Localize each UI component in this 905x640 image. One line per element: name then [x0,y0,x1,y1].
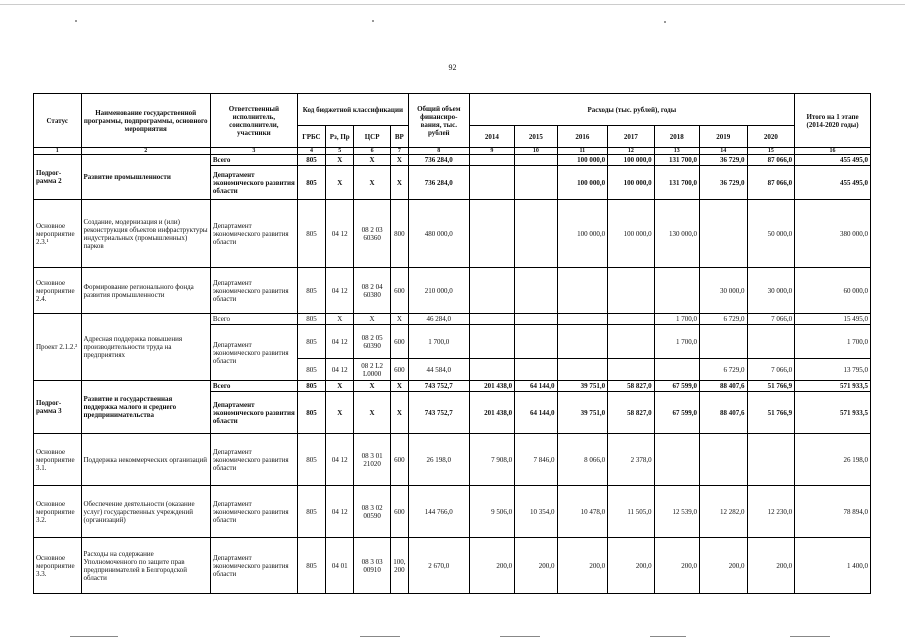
scan-edge-line [360,636,400,637]
stage-total-cell: 1 400,0 [795,538,871,594]
scan-edge-line [790,636,830,637]
responsible-cell: Всего [210,381,297,392]
value-cell [557,325,608,359]
status-cell: Подрог-рамма 2 [34,155,82,200]
value-cell [700,325,748,359]
value-cell: 7 066,0 [747,314,795,325]
stage-total-cell: 78 894,0 [795,486,871,538]
scan-edge-line [500,636,540,637]
value-cell: 64 144,0 [515,381,557,392]
value-cell: 51 766,9 [747,392,795,434]
value-cell: 100 000,0 [557,166,608,200]
rzpr-cell: 04 12 [326,268,354,314]
scan-edge-line [70,636,118,637]
name-cell: Развитие промышленности [81,155,210,200]
grbs-cell: 805 [297,392,325,434]
total-cell: 1 700,0 [408,325,469,359]
total-cell: 736 284,0 [408,166,469,200]
value-cell [515,200,557,268]
column-number: 12 [608,148,654,155]
csr-cell: 08 2 05 60390 [354,325,390,359]
vr-cell: Х [390,155,408,166]
stage-total-cell: 13 795,0 [795,359,871,381]
grbs-cell: 805 [297,155,325,166]
value-cell: 39 751,0 [557,392,608,434]
stage-total-header: Итого на 1 этапе (2014-2020 годы) [795,94,871,148]
value-cell [469,359,514,381]
value-cell: 200,0 [700,538,748,594]
rzpr-cell: 04 12 [326,486,354,538]
responsible-cell: Всего [210,314,297,325]
vr-cell: Х [390,314,408,325]
vr-cell: Х [390,381,408,392]
stage-total-cell: 571 933,5 [795,381,871,392]
value-cell [747,434,795,486]
value-cell: 200,0 [469,538,514,594]
rzpr-cell: 04 12 [326,200,354,268]
column-number: 1 [34,148,82,155]
year-header: 2019 [700,126,748,148]
value-cell: 200,0 [557,538,608,594]
value-cell: 10 478,0 [557,486,608,538]
grbs-cell: 805 [297,314,325,325]
name-header: Наименование государственной программы, подпрограммы, основного мероприятия [81,94,210,148]
csr-cell: Х [354,314,390,325]
column-number: 15 [747,148,795,155]
grbs-cell: 805 [297,166,325,200]
page-number: 92 [448,63,457,72]
grbs-cell: 805 [297,538,325,594]
value-cell [654,359,699,381]
responsible-cell: Департамент экономического развития области [210,200,297,268]
rzpr-cell: 04 12 [326,359,354,381]
table-row [34,200,871,268]
value-cell: 100 000,0 [608,155,654,166]
value-cell: 131 700,0 [654,166,699,200]
csr-cell: 08 3 02 00590 [354,486,390,538]
year-header: 2018 [654,126,699,148]
value-cell: 2 378,0 [608,434,654,486]
column-number: 7 [390,148,408,155]
csr-cell: 08 2 L2 L0000 [354,359,390,381]
column-number: 6 [354,148,390,155]
value-cell: 87 066,0 [747,166,795,200]
value-cell: 9 506,0 [469,486,514,538]
value-cell: 200,0 [747,538,795,594]
value-cell: 7 846,0 [515,434,557,486]
status-cell: Подрог-рамма 3 [34,381,82,434]
rzpr-cell: Х [326,314,354,325]
csr-header: ЦСР [354,126,390,148]
header-row [34,94,871,126]
value-cell [515,155,557,166]
stage-total-cell: 60 000,0 [795,268,871,314]
stage-total-cell: 455 495,0 [795,155,871,166]
csr-cell: 08 2 04 60380 [354,268,390,314]
responsible-cell: Департамент экономического развития области [210,325,297,381]
responsible-cell: Всего [210,155,297,166]
value-cell [515,268,557,314]
value-cell: 100 000,0 [557,155,608,166]
value-cell [515,359,557,381]
column-number: 11 [557,148,608,155]
value-cell: 7 908,0 [469,434,514,486]
rzpr-cell: 04 12 [326,325,354,359]
value-cell [469,268,514,314]
grbs-cell: 805 [297,359,325,381]
expenses-header: Расходы (тыс. рублей), годы [469,94,794,126]
responsible-cell: Департамент экономического развития области [210,166,297,200]
value-cell: 12 539,0 [654,486,699,538]
total-cell: 210 000,0 [408,268,469,314]
value-cell [608,268,654,314]
vr-cell: Х [390,166,408,200]
column-number: 9 [469,148,514,155]
value-cell [469,314,514,325]
stage-total-cell: 455 495,0 [795,166,871,200]
name-cell: Формирование регионального фонда развития промышленности [81,268,210,314]
value-cell: 1 700,0 [654,314,699,325]
year-header: 2020 [747,126,795,148]
name-cell: Создание, модернизация и (или) реконструкция объектов инфраструктуры индустриальных (промышленных) парков [81,200,210,268]
year-header: 2014 [469,126,514,148]
value-cell [469,166,514,200]
value-cell [700,434,748,486]
rzpr-header: Рз, Пр [326,126,354,148]
status-cell: Основное мероприятие 2.4. [34,268,82,314]
vr-cell: 600 [390,359,408,381]
value-cell [469,325,514,359]
stage-total-cell: 15 495,0 [795,314,871,325]
value-cell: 6 729,0 [700,314,748,325]
column-number: 10 [515,148,557,155]
value-cell: 36 729,0 [700,166,748,200]
value-cell: 39 751,0 [557,381,608,392]
value-cell: 100 000,0 [557,200,608,268]
value-cell: 201 438,0 [469,381,514,392]
responsible-cell: Департамент экономического развития области [210,538,297,594]
scan-edge-line [0,4,905,5]
value-cell [557,359,608,381]
responsible-cell: Департамент экономического развития области [210,392,297,434]
name-cell: Обеспечение деятельности (оказание услуг) государственных учреждений (организаций) [81,486,210,538]
value-cell [515,166,557,200]
name-cell: Расходы на содержание Уполномоченного по защите прав предпринимателей в Белгородской области [81,538,210,594]
value-cell: 64 144,0 [515,392,557,434]
grbs-cell: 805 [297,434,325,486]
stage-total-cell: 26 198,0 [795,434,871,486]
csr-cell: Х [354,166,390,200]
value-cell: 131 700,0 [654,155,699,166]
value-cell [557,268,608,314]
value-cell [700,200,748,268]
value-cell [469,155,514,166]
responsible-cell: Департамент экономического развития области [210,434,297,486]
vr-cell: 600 [390,325,408,359]
vr-cell: 100, 200 [390,538,408,594]
column-number-row [34,148,871,155]
value-cell: 58 827,0 [608,392,654,434]
column-number: 13 [654,148,699,155]
scan-edge-line [650,636,686,637]
value-cell [608,325,654,359]
value-cell: 12 282,0 [700,486,748,538]
status-cell: Проект 2.1.2.² [34,314,82,381]
vr-header: ВР [390,126,408,148]
value-cell: 12 230,0 [747,486,795,538]
value-cell [747,325,795,359]
rzpr-cell: Х [326,392,354,434]
value-cell: 200,0 [515,538,557,594]
responsible-cell: Департамент экономического развития области [210,486,297,538]
name-cell: Развитие и государственная поддержка малого и среднего предпринимательства [81,381,210,434]
value-cell [515,314,557,325]
status-cell: Основное мероприятие 3.3. [34,538,82,594]
stage-total-cell: 1 700,0 [795,325,871,359]
table-row [34,381,871,392]
total-cell: 2 670,0 [408,538,469,594]
csr-cell: 08 2 03 60360 [354,200,390,268]
csr-cell: Х [354,381,390,392]
grbs-cell: 805 [297,381,325,392]
name-cell: Поддержка некоммерческих организаций [81,434,210,486]
grbs-cell: 805 [297,200,325,268]
table-row [34,486,871,538]
column-number: 8 [408,148,469,155]
value-cell: 67 599,0 [654,381,699,392]
value-cell: 200,0 [608,538,654,594]
column-number: 4 [297,148,325,155]
vr-cell: 600 [390,434,408,486]
scan-dot [664,21,666,23]
csr-cell: Х [354,155,390,166]
responsible-cell: Департамент экономического развития области [210,268,297,314]
status-cell: Основное мероприятие 3.1. [34,434,82,486]
column-number: 5 [326,148,354,155]
total-cell: 743 752,7 [408,392,469,434]
status-cell: Основное мероприятие 3.2. [34,486,82,538]
value-cell: 200,0 [654,538,699,594]
value-cell: 30 000,0 [700,268,748,314]
value-cell: 130 000,0 [654,200,699,268]
value-cell: 201 438,0 [469,392,514,434]
value-cell: 10 354,0 [515,486,557,538]
value-cell: 51 766,9 [747,381,795,392]
table-row [34,155,871,166]
column-number: 16 [795,148,871,155]
vr-cell: 600 [390,486,408,538]
status-cell: Основное мероприятие 2.3.¹ [34,200,82,268]
budget-table [33,93,871,594]
value-cell: 6 729,0 [700,359,748,381]
value-cell: 88 407,6 [700,381,748,392]
vr-cell: 600 [390,268,408,314]
value-cell: 58 827,0 [608,381,654,392]
column-number: 2 [81,148,210,155]
value-cell: 30 000,0 [747,268,795,314]
rzpr-cell: 04 12 [326,434,354,486]
csr-cell: 08 3 01 21020 [354,434,390,486]
table-row [34,434,871,486]
year-header: 2016 [557,126,608,148]
grbs-cell: 805 [297,268,325,314]
value-cell [557,314,608,325]
stage-total-cell: 380 000,0 [795,200,871,268]
grbs-header: ГРБС [297,126,325,148]
total-financing-header: Общий объем финансиро-вания, тыс. рублей [408,94,469,148]
grbs-cell: 805 [297,486,325,538]
stage-total-cell: 571 933,5 [795,392,871,434]
total-cell: 736 284,0 [408,155,469,166]
value-cell [608,359,654,381]
rzpr-cell: Х [326,155,354,166]
table-row [34,268,871,314]
value-cell: 87 066,0 [747,155,795,166]
scan-dot [75,20,77,22]
total-cell: 44 584,0 [408,359,469,381]
total-cell: 743 752,7 [408,381,469,392]
total-cell: 144 766,0 [408,486,469,538]
value-cell [469,200,514,268]
name-cell: Адресная поддержка повышения производительности труда на предприятиях [81,314,210,381]
value-cell [608,314,654,325]
vr-cell: 800 [390,200,408,268]
column-number: 3 [210,148,297,155]
column-number: 14 [700,148,748,155]
total-cell: 480 000,0 [408,200,469,268]
vr-cell: Х [390,392,408,434]
year-header: 2015 [515,126,557,148]
total-cell: 26 198,0 [408,434,469,486]
value-cell: 1 700,0 [654,325,699,359]
rzpr-cell: 04 01 [326,538,354,594]
value-cell: 50 000,0 [747,200,795,268]
grbs-cell: 805 [297,325,325,359]
value-cell [515,325,557,359]
rzpr-cell: Х [326,166,354,200]
table-row [34,314,871,325]
value-cell: 7 066,0 [747,359,795,381]
scan-dot [372,20,374,22]
table-row [34,538,871,594]
rzpr-cell: Х [326,381,354,392]
value-cell: 67 599,0 [654,392,699,434]
status-header: Статус [34,94,82,148]
total-cell: 46 284,0 [408,314,469,325]
value-cell [654,268,699,314]
value-cell: 100 000,0 [608,166,654,200]
value-cell: 8 066,0 [557,434,608,486]
value-cell [654,434,699,486]
year-header: 2017 [608,126,654,148]
csr-cell: 08 3 03 00910 [354,538,390,594]
responsible-header: Ответственный исполнитель, соисполнители, участники [210,94,297,148]
value-cell: 36 729,0 [700,155,748,166]
value-cell: 88 407,6 [700,392,748,434]
value-cell: 11 505,0 [608,486,654,538]
csr-cell: Х [354,392,390,434]
budget-code-header: Код бюджетной классификации [297,94,408,126]
value-cell: 100 000,0 [608,200,654,268]
